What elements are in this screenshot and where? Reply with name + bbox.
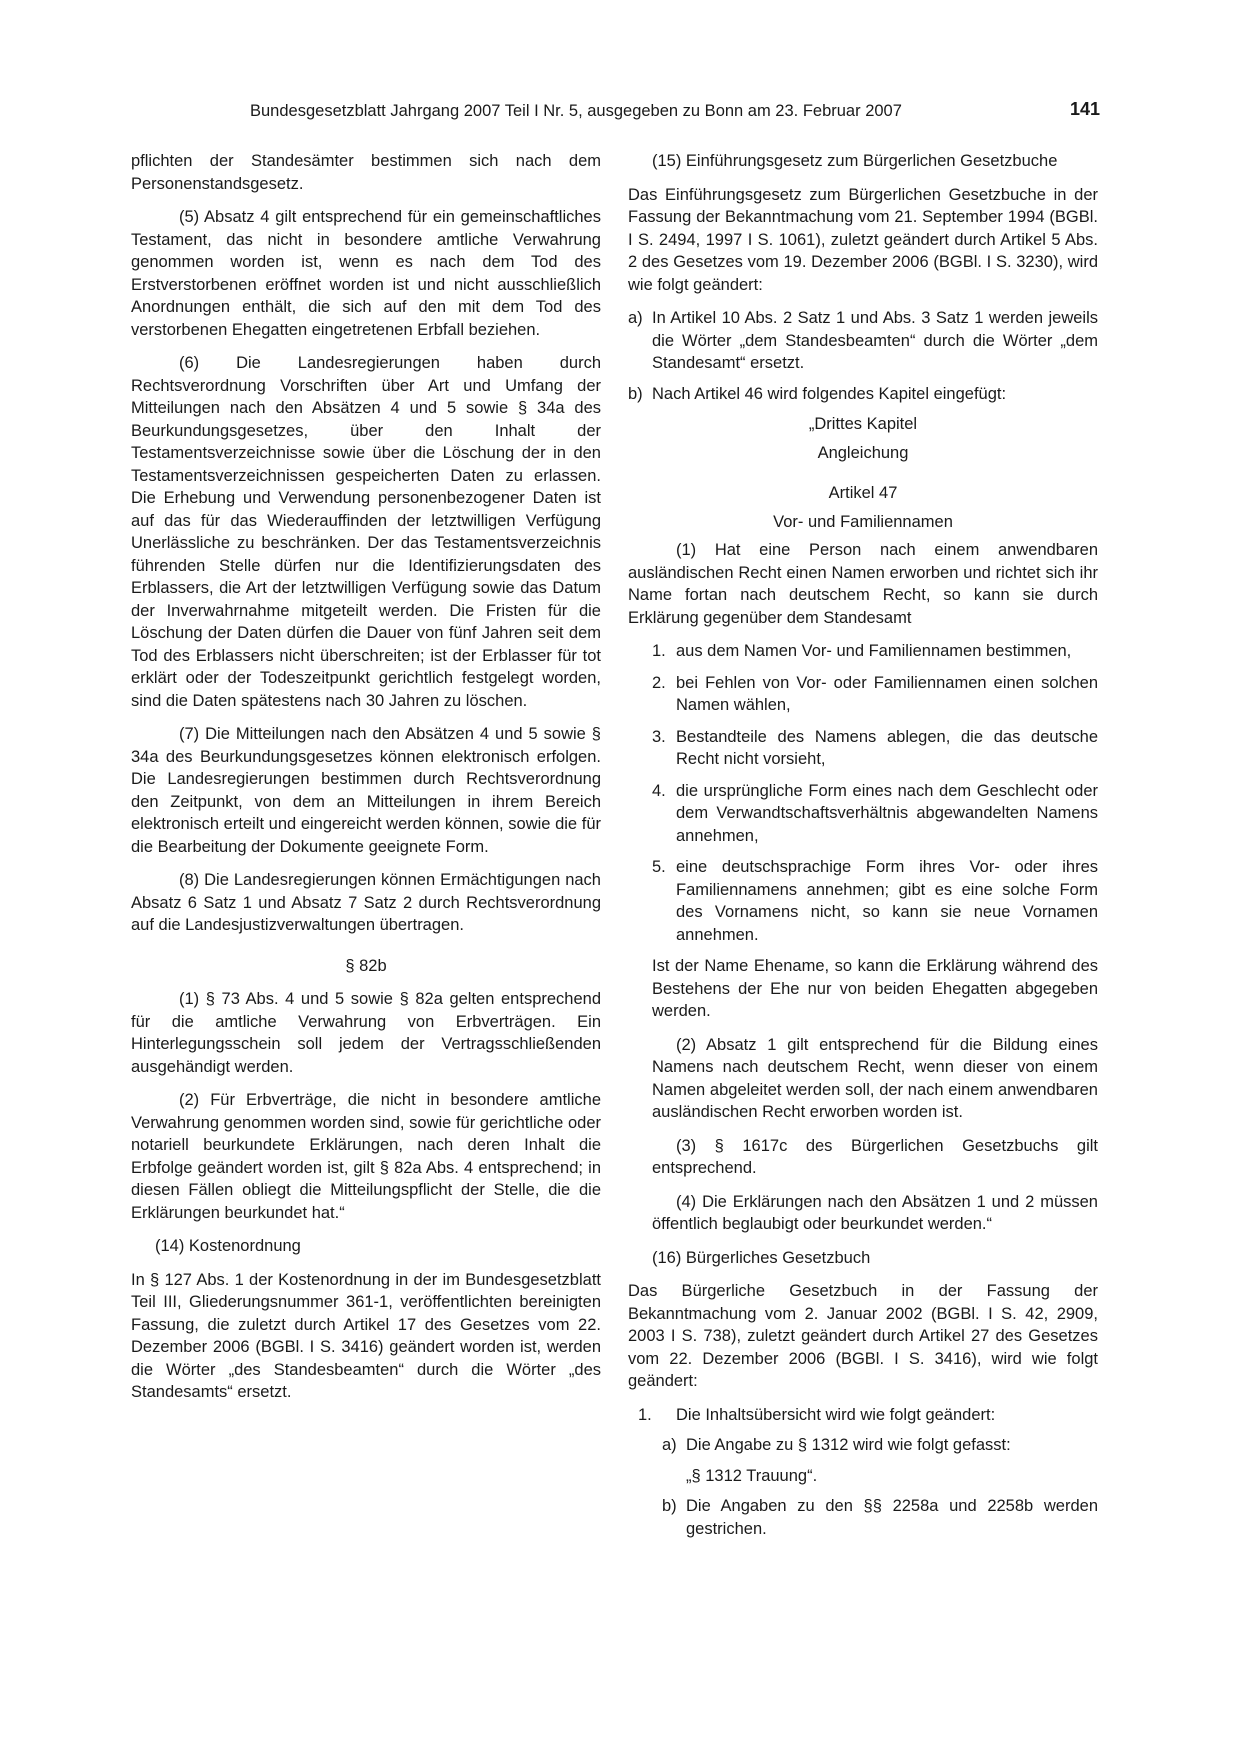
list-text: Die Inhaltsübersicht wird wie folgt geändert:	[676, 1405, 996, 1424]
list-item-1	[628, 1404, 1098, 1427]
article-title: Vor- und Familiennamen	[773, 512, 953, 531]
paragraph-kostenordnung: In § 127 Abs. 1 der Kostenordnung in der im Bundesgesetzblatt Teil III, Gliederungsnummer 361-1, veröffentlichten bereinigten Fassung, die zuletzt durch Artikel 17 des Gesetzes vom 22. Dezember 2006 (BGBl. I S. 3416) geändert worden ist, werden die Wörter „des Standesbeamten“ durch die Wörter „des Standesamts“ ersetzt.	[131, 1270, 601, 1401]
list-label: 3.	[652, 727, 666, 746]
quoted-entry: „§ 1312 Trauung“.	[686, 1466, 818, 1485]
right-column	[628, 150, 1098, 1548]
section-heading-16: (16) Bürgerliches Gesetzbuch	[652, 1248, 871, 1267]
list-item	[628, 780, 1098, 848]
paragraph-82b-1: (1) § 73 Abs. 4 und 5 sowie § 82a gelten entsprechend für die amtliche Verwahrung von Erbverträgen. Ein Hinterlegungsschein soll jedem der Vertragsschließenden ausgehändigt werden.	[131, 990, 601, 1076]
list-label: a)	[662, 1436, 677, 1454]
chapter-subtitle: Angleichung	[817, 443, 909, 462]
paragraph-art47-1: (1) Hat eine Person nach einem anwendbaren ausländischen Recht einen Namen erworben und richtet sich ihr Name fortan nach deutschem Recht, so kann sie durch Erklärung gegenüber dem Standesamt	[628, 541, 1098, 627]
list-label: b)	[628, 384, 643, 403]
list-label: 1.	[652, 642, 666, 660]
paragraph-art47-2: (2) Absatz 1 gilt entsprechend für die Bildung eines Namens nach deutschem Recht, wenn dieser von einem Namen abgeleitet werden soll, der nach einem anwendbaren ausländischen Recht erworben worden ist.	[652, 1035, 1098, 1121]
paragraph-art47-3: (3) § 1617c des Bürgerlichen Gesetzbuchs gilt entsprechend.	[652, 1136, 1098, 1177]
list-label: a)	[628, 309, 643, 327]
left-column	[131, 150, 601, 1415]
list-text: bei Fehlen von Vor- oder Familiennamen einen solchen Namen wählen,	[676, 673, 1098, 714]
list-label: 1.	[638, 1405, 652, 1424]
list-label: 2.	[652, 673, 666, 692]
list-label: 5.	[652, 858, 666, 876]
paragraph: pflichten der Standesämter bestimmen sich nach dem Personenstandsgesetz.	[131, 152, 601, 193]
paragraph-8: (8) Die Landesregierungen können Ermächtigungen nach Absatz 6 Satz 1 und Absatz 7 Satz 2 durch Rechtsverordnung auf die Landesjustizverwaltungen übertragen.	[131, 871, 601, 934]
list-text: eine deutschsprachige Form ihres Vor- oder ihres Familiennamens annehmen; gibt es eine solche Form des Vornamens nicht, so kann sie neue Vornamen annehmen.	[676, 858, 1098, 944]
list-text: Nach Artikel 46 wird folgendes Kapitel eingefügt:	[652, 384, 1007, 403]
paragraph-5: (5) Absatz 4 gilt entsprechend für ein gemeinschaftliches Testament, das nicht in besondere amtliche Verwahrung genommen worden ist, wenn es nach dem Tod des Erstverstorbenen eröffnet worden ist und nicht ausschließlich Anordnungen enthält, die sich auf den mit dem Tod des verstorbenen Ehegatten eingetretenen Erbfall beziehen.	[131, 208, 601, 339]
list-text: Bestandteile des Namens ablegen, die das deutsche Recht nicht vorsieht,	[676, 727, 1098, 768]
section-heading-82b: § 82b	[345, 956, 387, 975]
list-item-b	[628, 383, 1098, 406]
list-item-a	[628, 307, 1098, 375]
section-heading-15: (15) Einführungsgesetz zum Bürgerlichen Gesetzbuche	[652, 152, 1058, 170]
paragraph-7: (7) Die Mitteilungen nach den Absätzen 4 und 5 sowie § 34a des Beurkundungsgesetzes können elektronisch erfolgen. Die Landesregierungen bestimmen durch Rechtsverordnung den Zeitpunkt, von dem an Mitteilungen in ihrem Bereich elektronisch erteilt und eingereicht werden können, sowie die für die Bearbeitung der Dokumente geeignete Form.	[131, 725, 601, 856]
list-text: Die Angabe zu § 1312 wird wie folgt gefasst:	[686, 1436, 1011, 1454]
list-item-1b	[628, 1495, 1098, 1540]
chapter-title: „Drittes Kapitel	[808, 415, 918, 433]
paragraph-bgb: Das Bürgerliche Gesetzbuch in der Fassung der Bekanntmachung vom 2. Januar 2002 (BGBl. I S. 42, 2909, 2003 I S. 738), zuletzt geändert durch Artikel 27 des Gesetzes vom 22. Dezember 2006 (BGBl. I S. 3416), wird wie folgt geändert:	[628, 1282, 1098, 1390]
paragraph-6: (6) Die Landesregierungen haben durch Rechtsverordnung Vorschriften über Art und Umfang der Mitteilungen nach den Absätzen 4 und 5 sowie § 34a des Beurkundungsgesetzes, über den Inhalt der Testamentsverzeichnisse sowie über die Löschung der in den Testamentsverzeichnissen gespeicherten Daten zu erlassen. Die Erhebung und Verwendung personenbezogener Daten ist auf das für das Wiederauffinden der letztwilligen Verfügung Unerlässliche zu beschränken. Der das Testamentsverzeichnis führenden Stelle dürfen nur die Identifizierungsdaten des Erblassers, die Art der letztwilligen Verfügung sowie das Datum der Inverwahrnahme mitgeteilt werden. Die Fristen für die Löschung der Daten dürfen die Dauer von fünf Jahren seit dem Tod des Erblassers nicht überschreiten; ist der Erblasser für tot erklärt oder der Todeszeitpunkt gerichtlich festgelegt worden, sind die Daten spätestens nach 30 Jahren zu löschen.	[131, 354, 601, 710]
list-text: aus dem Namen Vor- und Familiennamen bestimmen,	[676, 642, 1072, 660]
list-item	[628, 672, 1098, 717]
list-item	[628, 856, 1098, 946]
list-text: In Artikel 10 Abs. 2 Satz 1 und Abs. 3 Satz 1 werden jeweils die Wörter „dem Standesbeamten“ durch die Wörter „dem Standesamt“ ersetzt.	[652, 309, 1098, 372]
list-item-1a	[628, 1434, 1098, 1457]
list-item	[628, 726, 1098, 771]
list-label: 4.	[652, 781, 666, 800]
list-item	[628, 640, 1098, 663]
paragraph-art47-4: (4) Die Erklärungen nach den Absätzen 1 und 2 müssen öffentlich beglaubigt oder beurkundet werden.“	[652, 1192, 1098, 1233]
paragraph-82b-2: (2) Für Erbverträge, die nicht in besondere amtliche Verwahrung genommen worden sind, sowie für gerichtliche oder notariell beurkundete Erklärungen, nach deren Inhalt die Erbfolge geändert worden ist, gilt § 82a Abs. 4 entsprechend; in diesen Fällen obliegt die Mitteilungspflicht der Stelle, die die Erklärungen beurkundet hat.“	[131, 1091, 601, 1222]
list-label: b)	[662, 1497, 677, 1515]
list-text: die ursprüngliche Form eines nach dem Geschlecht oder dem Verwandtschaftsverhältnis abgewandelten Namens annehmen,	[676, 781, 1098, 845]
paragraph-ehename: Ist der Name Ehename, so kann die Erklärung während des Bestehens der Ehe nur von beiden Ehegatten abgegeben werden.	[652, 957, 1098, 1020]
running-head: Bundesgesetzblatt Jahrgang 2007 Teil I Nr. 5, ausgegeben zu Bonn am 23. Februar 2007	[250, 102, 902, 120]
section-heading-14: (14) Kostenordnung	[155, 1237, 301, 1255]
paragraph-egbgb: Das Einführungsgesetz zum Bürgerlichen Gesetzbuche in der Fassung der Bekanntmachung vom 21. September 1994 (BGBl. I S. 2494, 1997 I S. 1061), zuletzt geändert durch Artikel 5 Abs. 2 des Gesetzes vom 19. Dezember 2006 (BGBl. I S. 3230), wird wie folgt geändert:	[628, 185, 1098, 294]
article-heading: Artikel 47	[828, 484, 898, 502]
page-number: 141	[1069, 99, 1100, 119]
list-text: Die Angaben zu den §§ 2258a und 2258b werden gestrichen.	[686, 1497, 1098, 1538]
